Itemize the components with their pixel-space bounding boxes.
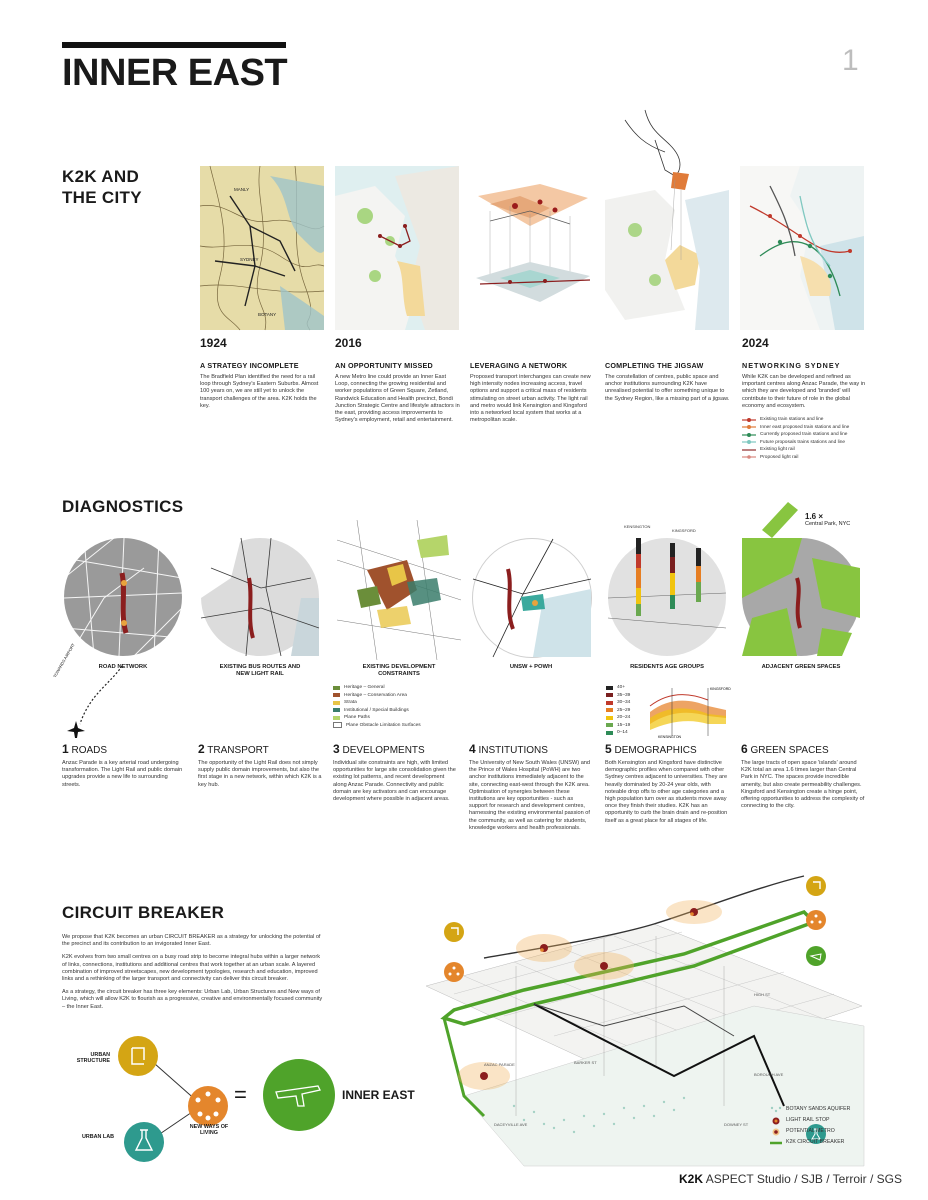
diag-item-green-spaces: 6 GREEN SPACES The large tracts of open space 'islands' around K2K total an area 1.6 times larger than Central Park in NYC. The spaces provide incredible amenity, but also create permeability challenges. Kingsford and Kensington create a hinge point, offering opportunities to address the complexity of connecting to the city.	[741, 742, 865, 810]
road-network-label: ROAD NETWORK	[98, 664, 148, 670]
svg-text:BARKER ST: BARKER ST	[574, 1060, 597, 1065]
towards-airport-label: TOWARDS AIRPORT	[52, 642, 76, 679]
constraints-map	[337, 520, 461, 660]
green-note: 1.6 × Central Park, NYC	[805, 512, 851, 527]
svg-text:DACEYVILLE AVE: DACEYVILLE AVE	[494, 1122, 528, 1127]
legend-item: 15–19	[606, 722, 630, 730]
map-2016-image	[335, 166, 459, 330]
legend-item: Heritage – Conservation Area	[333, 692, 421, 700]
airplane-icon	[66, 720, 86, 740]
legend-item: BOTANY SANDS AQUIFER	[770, 1104, 850, 1115]
age-profile-chart	[648, 684, 731, 740]
legend-item: Proposed light rail	[742, 454, 868, 462]
green-spaces-label: ADJACENT GREEN SPACES	[761, 664, 841, 670]
legend-item: Institutional / Special Buildings	[333, 707, 421, 715]
legend-item: Strata	[333, 699, 421, 707]
inner-east-badge	[262, 1058, 336, 1132]
diag-item-transport: 2 TRANSPORT The opportunity of the Light Rail does not simply supply public domain improvements, but also the first stage in a new network, within which K2K is a key hub.	[198, 742, 322, 788]
network-legend	[742, 416, 868, 461]
existing-train-icon	[742, 417, 756, 423]
k2k-panel-jigsaw: COMPLETING THE JIGSAW The constellation of centres, public space and anchor institutions surrounding K2K have unrealised potential to offer something unique to the Sydney Region, like a missing part of a jigsaw.	[605, 361, 730, 402]
new-ways-label: NEW WAYS OF LIVING	[189, 1124, 229, 1136]
road-network-map	[64, 538, 182, 656]
legend-item: 25–29	[606, 707, 630, 715]
page-title: INNER EAST	[62, 52, 288, 94]
diag-item-developments: 3 DEVELOPMENTS Individual site constraints are high, with limited opportunities for large site consolidation given the existing lot patterns, and recent development along Anzac Parade. Connectivity and public domain are key activators and can encourage development where possible in adjacent areas.	[333, 742, 456, 803]
legend-item: 40+	[606, 684, 630, 692]
k2k-panel-2016: 2016 AN OPPORTUNITY MISSED A new Metro line could provide an Inner East Loop, connecting the growing residential and worker populations of Green Square, Zetland, Randwick Education and Health precinct, Bondi Junction Strategic Centre and lifestyle attractors in the east, providing access improvements to Sydney's employment, retail and entertainment.	[335, 336, 460, 424]
diag-item-roads: 1 ROADS Anzac Parade is a key arterial road undergoing transformation. The Light Rail and public domain upgrades provide a new life to surrounding streets.	[62, 742, 183, 788]
aquifer-icon	[770, 1106, 782, 1114]
bus-routes-map	[201, 538, 319, 656]
proposed-light-rail-icon	[742, 454, 756, 460]
constraints-label: EXISTING DEVELOPMENT CONSTRAINTS	[362, 664, 436, 677]
kingsford-label: KINGSFORD	[672, 528, 696, 533]
map-2024-image	[740, 166, 864, 330]
svg-text:BOTANY: BOTANY	[258, 312, 277, 317]
constraints-legend	[333, 684, 421, 729]
age-bars	[608, 538, 726, 656]
circuit-text: We propose that K2K becomes an urban CIRCUIT BREAKER as a strategy for unlocking the potential of the precinct and its contribution to an invigorated Inner East. K2K evolves from two small centres on a busy road strip to become integral hubs within a larger network of links, connections, institutions and additional centres that work together at an urban scale. A layered combination of improved streetscapes, new development typologies, research and education, improved links and a rethinking of the larger transport and connectivity can deliver this circuit breaker. As a strategy, the circuit breaker has three key elements: Urban Lab, Urban Structures and New ways of Living, which will allow K2K to flourish as a progressive, creative and environmentally focused community – the Inner East.	[62, 934, 323, 1010]
current-train-icon	[742, 432, 756, 438]
equals-sign: =	[234, 1082, 247, 1107]
central-park-shape	[760, 500, 800, 540]
constraints-diagram	[337, 520, 461, 660]
legend-item: 35–39	[606, 692, 630, 700]
bus-routes-label: EXISTING BUS ROUTES AND NEW LIGHT RAIL	[219, 664, 301, 677]
existing-light-rail-icon	[742, 447, 756, 453]
svg-text:KINGSFORD: KINGSFORD	[710, 687, 731, 691]
legend-item: Currently proposed train stations and line	[742, 431, 868, 439]
svg-text:ANZAC PARADE: ANZAC PARADE	[484, 1062, 515, 1067]
age-legend	[606, 684, 630, 737]
green-spaces-map	[742, 538, 860, 656]
legend-item: Heritage – General	[333, 684, 421, 692]
legend-item: K2K CIRCUIT BREAKER	[770, 1137, 850, 1148]
section-k2k-heading: K2K AND THE CITY	[62, 167, 142, 207]
legend-item: 20–24	[606, 714, 630, 722]
light-rail-stop-icon	[770, 1117, 782, 1125]
map-1924-image	[200, 166, 324, 330]
inner-east-label: INNER EAST	[342, 1088, 415, 1102]
footer-credits: K2K ASPECT Studio / SJB / Terroir / SGS	[679, 1172, 902, 1186]
svg-text:BOROUGH AVE: BOROUGH AVE	[754, 1072, 784, 1077]
bus-routes-circle	[201, 538, 319, 656]
svg-text:HIGH ST: HIGH ST	[754, 992, 771, 997]
title-rule	[62, 42, 286, 48]
circuit-breaker-icon	[770, 1139, 782, 1147]
legend-item: Future proposals trains stations and line	[742, 439, 868, 447]
k2k-panel-1924: 1924 A STRATEGY INCOMPLETE The Bradfield Plan identified the need for a rail loop through Sydney's Eastern Suburbs. Almost 100 years on, we are still yet to unlock the transport challenges of the area. K2K holds the key.	[200, 336, 319, 409]
diag-item-demographics: 5 DEMOGRAPHICS Both Kensington and Kingsford have distinctive demographic profiles when compared with other Sydney centres adjacent to universities. They are heavily dominated by 20-24 year olds, with noteable drop offs to other age categories and a high population turn over as students move away once they finish their studies. K2K has an opportunity to curb the brain drain and re-position itself as a great place for all stages of life.	[605, 742, 728, 824]
svg-text:DOWNEY ST: DOWNEY ST	[724, 1122, 749, 1127]
svg-text:MANLY: MANLY	[234, 187, 250, 192]
unsw-map	[473, 539, 591, 657]
inner-east-train-icon	[742, 424, 756, 430]
k2k-panel-network: LEVERAGING A NETWORK Proposed transport interchanges can create new high intensity nodes increasing access, travel options and support a critical mass of residents stimulating on street urban activity. The light rail and metro would link Kensington and Kingsford into a networked local system that works at a metropolitan scale.	[470, 361, 591, 424]
green-spaces-circle	[742, 538, 860, 656]
road-network-circle	[64, 538, 182, 656]
kensington-label: KENSINGTON	[624, 524, 651, 529]
future-train-icon	[742, 439, 756, 445]
urban-lab-label: URBAN LAB	[81, 1134, 114, 1140]
circuit-legend	[770, 1104, 850, 1148]
legend-item: Inner east proposed train stations and line	[742, 424, 868, 432]
age-groups-label: RESIDENTS AGE GROUPS	[630, 664, 704, 670]
legend-item: 30–34	[606, 699, 630, 707]
unsw-powh-circle	[472, 538, 592, 658]
k2k-panel-2024: 2024 NETWORKING SYDNEY While K2K can be developed and refined as important centres along Anzac Parade, the way in which they are developed and 'branded' will contribute to their future of role in the global economy and ecosystem. Existing train stations and line Inner east proposed train stations and line Currently proposed train stations and line Future proposals trains stations and line Existing light rail Proposed light rail	[742, 336, 868, 461]
potential-metro-icon	[770, 1128, 782, 1136]
legend-item: Existing light rail	[742, 446, 868, 454]
legend-item: LIGHT RAIL STOP	[770, 1115, 850, 1126]
legend-item: 0–14	[606, 729, 630, 737]
network-axonometric-image	[470, 166, 594, 330]
page-number: 1	[842, 44, 859, 77]
section-diagnostics-heading: DIAGNOSTICS	[62, 497, 184, 516]
unsw-label: UNSW + POWH	[509, 664, 553, 670]
legend-item: Plane Obstacle Limitation Surfaces	[333, 722, 421, 730]
svg-text:KENSINGTON: KENSINGTON	[658, 735, 682, 739]
legend-item: Plane Paths	[333, 714, 421, 722]
svg-text:SYDNEY: SYDNEY	[240, 257, 259, 262]
diag-item-institutions: 4 INSTITUTIONS The University of New South Wales (UNSW) and the Prince of Wales Hospital (PoWH) are two anchor institutions immediately adjacent to the site, connecting east-west through the K2K area. Optimisation of synergies between these institutions are key opportunities - such as support for research and development centres, harnessing the existing environmental passion of the community, as well as catering for students, knowledge workers and health professionals.	[469, 742, 591, 831]
circuit-elements-diagram	[110, 1034, 240, 1164]
jigsaw-hand-image	[605, 110, 729, 330]
legend-item: POTENTIAL METRO	[770, 1126, 850, 1137]
legend-item: Existing train stations and line	[742, 416, 868, 424]
age-groups-circle	[608, 538, 726, 656]
section-circuit-heading: CIRCUIT BREAKER	[62, 903, 225, 922]
urban-structure-label: URBAN STRUCTURE	[76, 1052, 110, 1064]
